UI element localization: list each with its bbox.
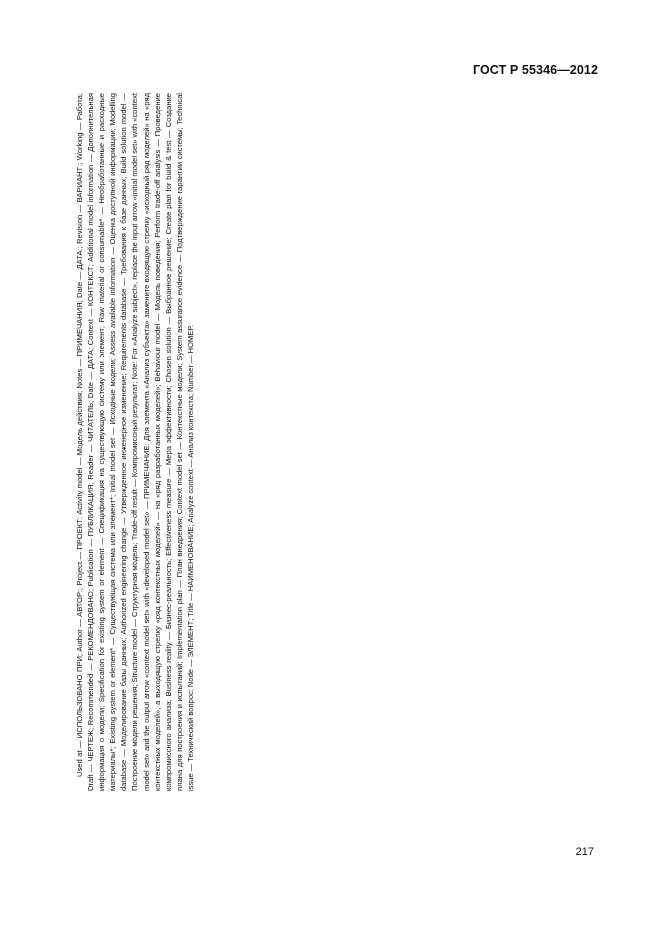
legend-paragraph: Used at — ИСПОЛЬЗОВАНО ПРИ; Author — АВТОР:; Project — ПРОЕКТ: Activity model — Модель действия; Notes — ПРИМЕЧАНИЯ; Date — ДАТА:; Revision — ВАРИАНТ:; Working — Работа; Draft — ЧЕРТЕЖ; Recommended — РЕКОМЕНДОВАНО; Publication — ПУБЛИКАЦИЯ; Reader — ЧИТАТЕЛЬ; Date — ДАТА; Context — КОНТЕКСТ; Additional model information — Дополнительная информация о модели; Specification for existing system or element — Спецификация на существующую систему или элемент; Raw material or consumable* — Необработанные и расходные материалы*; Existing system or element* — Существующая система или элемент*; Initial model set — Исходные модели; Assess available information — Оценка доступной информации; Modelling database — Моделирование базы данных; Authorized engineering change — Утвержденное инженерное изменение; Requirements database — Требования к базе данных; Build solution model — Построение модели решения; Structure model — Структурная модель; Trade-off result — Компромиссный результат; Note: For «Analyze subject», replace the input arrow «initial model set» with «context model set» and the output arrow «context model set» with «developed model set» — ПРИМЕЧАНИЕ: Для элемента «Анализ субъекта» замените входящую стрелку «исходный ряд моделей» на «ряд контекстных моделей», а выходящую стрелку «ряд контекстных моделей» — на «ряд разработанных моделей»; Behaviour model — Модель поведения; Perform trade-off analysis — Проведение компромиссного анализа; Business reality — Бизнес-реальность; Effectiveness measure — Мера эффективности; Chosen solution — Выбранное решение; Create plan for build & test — Создание плана для построения и испытаний; Implementation plan — План внедрения; Context model set — Контекстные модели; System assurance evidence — Подтверждение гарантии системы; Technical issue — Технический вопрос; Node — ЭЛЕМЕНТ; Title — НАИМЕНОВАНИЕ; Analyze context — Анализ контекста; Number — НОМЕР. <box>75 93 195 791</box>
rotated-legend-block <box>74 93 230 791</box>
document-standard-code: ГОСТ Р 55346—2012 <box>472 63 598 77</box>
page-number: 217 <box>575 846 594 858</box>
rotated-text-frame <box>74 93 230 791</box>
